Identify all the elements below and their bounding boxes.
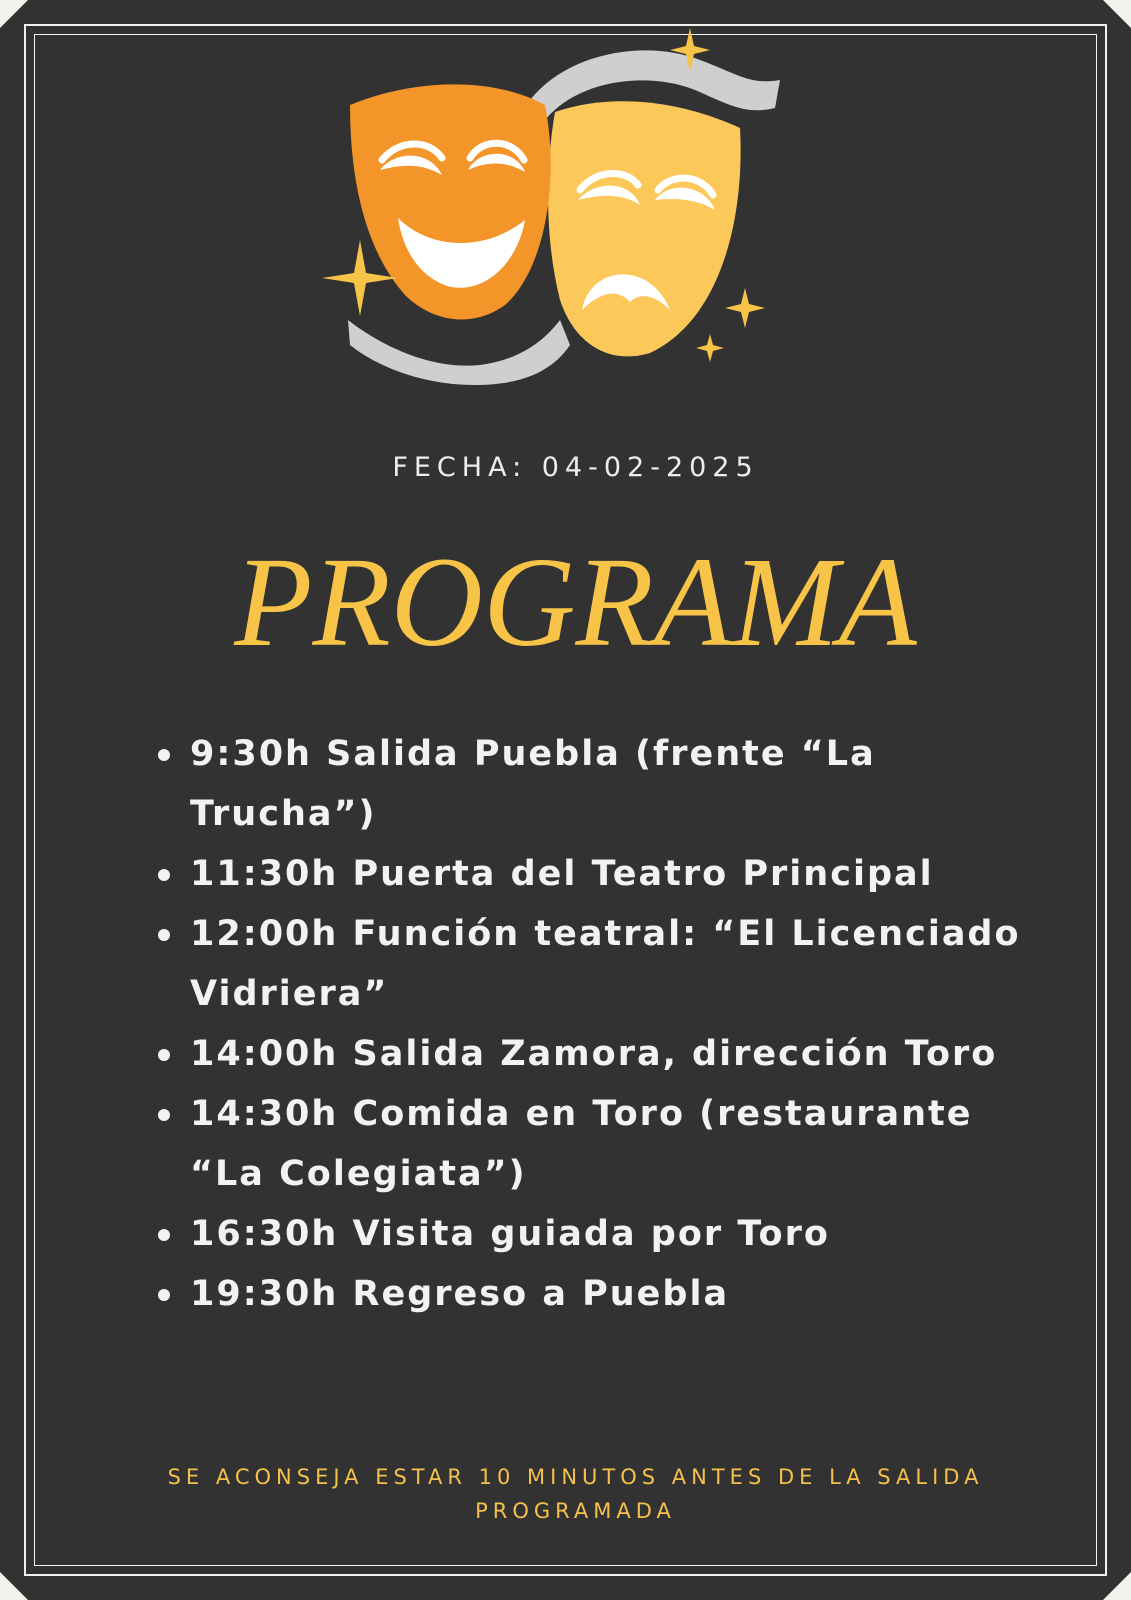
schedule-item-text: 12:00h Función teatral: “El Licenciado Vidriera” bbox=[190, 914, 1021, 1014]
bullet-icon bbox=[158, 929, 170, 941]
schedule-item-text: 14:30h Comida en Toro (restaurante “La Colegiata”) bbox=[190, 1094, 973, 1194]
bullet-icon bbox=[158, 869, 170, 881]
corner-accent bbox=[1103, 0, 1131, 28]
page-title: PROGRAMA bbox=[234, 531, 917, 673]
schedule-item bbox=[152, 1084, 1032, 1204]
schedule-item-text: 19:30h Regreso a Puebla bbox=[190, 1274, 730, 1314]
schedule-item-text: 11:30h Puerta del Teatro Principal bbox=[190, 854, 934, 894]
schedule-item bbox=[152, 844, 1032, 904]
schedule-list bbox=[152, 724, 1032, 1324]
bullet-icon bbox=[158, 1109, 170, 1121]
schedule-item-text: 16:30h Visita guiada por Toro bbox=[190, 1214, 830, 1254]
bullet-icon bbox=[158, 1049, 170, 1061]
schedule-item bbox=[152, 1204, 1032, 1264]
sparkle-icon bbox=[725, 288, 765, 328]
bullet-icon bbox=[158, 1289, 170, 1301]
bullet-icon bbox=[158, 1229, 170, 1241]
theater-masks-icon bbox=[320, 20, 810, 395]
schedule-item bbox=[152, 1024, 1032, 1084]
advice-note: SE ACONSEJA ESTAR 10 MINUTOS ANTES DE LA SALIDA PROGRAMADA bbox=[167, 1465, 984, 1523]
sparkle-icon bbox=[696, 334, 724, 362]
schedule-item bbox=[152, 904, 1032, 1024]
schedule-item-text: 9:30h Salida Puebla (frente “La Trucha”) bbox=[190, 734, 876, 834]
bullet-icon bbox=[158, 749, 170, 761]
event-date: FECHA: 04-02-2025 bbox=[392, 452, 759, 483]
corner-accent bbox=[0, 1572, 28, 1600]
schedule-item bbox=[152, 724, 1032, 844]
corner-accent bbox=[1103, 1572, 1131, 1600]
schedule-item-text: 14:00h Salida Zamora, dirección Toro bbox=[190, 1034, 998, 1074]
schedule-item bbox=[152, 1264, 1032, 1324]
